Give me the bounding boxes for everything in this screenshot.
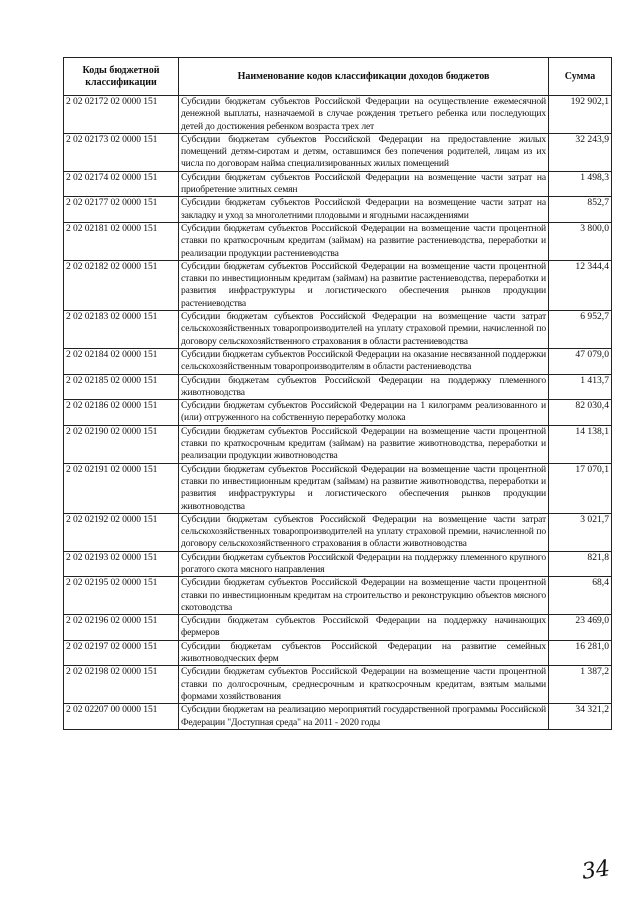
row-code: 2 02 02196 02 0000 151 — [64, 615, 179, 641]
row-name: Субсидии бюджетам субъектов Российской Федерации на возмещение части процентной ставки по краткосрочным кредитам (займам) на развитие животноводства, переработки и реализации продукции животноводства — [179, 425, 549, 463]
row-sum: 6 952,7 — [549, 311, 612, 349]
table-row — [64, 96, 612, 134]
table-row — [64, 311, 612, 349]
row-code: 2 02 02195 02 0000 151 — [64, 577, 179, 615]
table-row — [64, 513, 612, 551]
row-code: 2 02 02186 02 0000 151 — [64, 400, 179, 426]
row-code: 2 02 02198 02 0000 151 — [64, 666, 179, 704]
table-row — [64, 577, 612, 615]
row-name: Субсидии бюджетам субъектов Российской Федерации на возмещение части процентной ставки по инвестиционным кредитам на строительство и реконструкцию объектов мясного скотоводства — [179, 577, 549, 615]
row-sum: 192 902,1 — [549, 96, 612, 134]
row-code: 2 02 02181 02 0000 151 — [64, 222, 179, 260]
row-code: 2 02 02193 02 0000 151 — [64, 551, 179, 577]
row-sum: 68,4 — [549, 577, 612, 615]
row-sum: 14 138,1 — [549, 425, 612, 463]
table-row — [64, 222, 612, 260]
row-code: 2 02 02207 00 0000 151 — [64, 704, 179, 730]
row-name: Субсидии бюджетам субъектов Российской Федерации на возмещение части затрат на закладку и уход за многолетними плодовыми и ягодными насаждениями — [179, 197, 549, 223]
table-row — [64, 374, 612, 400]
row-name: Субсидии бюджетам субъектов Российской Федерации на возмещение части затрат сельскохозяйственных товаропроизводителей на уплату страховой премии, начисленной по договору сельскохозяйственного страхования в области растениеводства — [179, 311, 549, 349]
row-sum: 821,8 — [549, 551, 612, 577]
row-code: 2 02 02197 02 0000 151 — [64, 640, 179, 666]
row-name: Субсидии бюджетам субъектов Российской Федерации на возмещение части процентной ставки по долгосрочным, среднесрочным и краткосрочным кредитам, взятым малыми формами хозяйствования — [179, 666, 549, 704]
row-code: 2 02 02177 02 0000 151 — [64, 197, 179, 223]
row-name: Субсидии бюджетам субъектов Российской Федерации на 1 килограмм реализованного и (или) отгруженного на собственную переработку молока — [179, 400, 549, 426]
row-name: Субсидии бюджетам субъектов Российской Федерации на осуществление ежемесячной денежной выплаты, назначаемой в случае рождения третьего ребенка или последующих детей до достижения ребенком возраста трех лет — [179, 96, 549, 134]
row-name: Субсидии бюджетам субъектов Российской Федерации на поддержку начинающих фермеров — [179, 615, 549, 641]
row-name: Субсидии бюджетам субъектов Российской Федерации на возмещение части процентной ставки по инвестиционным кредитам (займам) на развитие животноводства, переработки и развития инфраструктуры и логистического обеспечения рынков продукции животноводства — [179, 463, 549, 513]
row-name: Субсидии бюджетам субъектов Российской Федерации на возмещение части процентной ставки по инвестиционным кредитам (займам) на развитие растениеводства, переработки и развития инфраструктуры и логистического обеспечения рынков продукции растениеводства — [179, 260, 549, 310]
row-sum: 32 243,9 — [549, 133, 612, 171]
table-row — [64, 197, 612, 223]
table-row — [64, 666, 612, 704]
row-name: Субсидии бюджетам субъектов Российской Федерации на возмещение части затрат на приобретение элитных семян — [179, 171, 549, 197]
row-sum: 3 021,7 — [549, 513, 612, 551]
row-name: Субсидии бюджетам субъектов Российской Федерации на поддержку племенного животноводства — [179, 374, 549, 400]
table-row — [64, 425, 612, 463]
row-name: Субсидии бюджетам субъектов Российской Федерации на предоставление жилых помещений детям-сиротам и детям, оставшимся без попечения родителей, лицам из их числа по договорам найма специализированных жилых помещений — [179, 133, 549, 171]
row-sum: 1 387,2 — [549, 666, 612, 704]
row-name: Субсидии бюджетам субъектов Российской Федерации на возмещение части процентной ставки по краткосрочным кредитам (займам) на развитие растениеводства, переработки и реализации продукции растениеводства — [179, 222, 549, 260]
table-row — [64, 551, 612, 577]
row-code: 2 02 02173 02 0000 151 — [64, 133, 179, 171]
table-row — [64, 463, 612, 513]
row-name: Субсидии бюджетам субъектов Российской Федерации на возмещение части затрат сельскохозяйственных товаропроизводителей на уплату страховой премии, начисленной по договору сельскохозяйственного страхования в области животноводства — [179, 513, 549, 551]
row-code: 2 02 02172 02 0000 151 — [64, 96, 179, 134]
row-sum: 1 498,3 — [549, 171, 612, 197]
row-code: 2 02 02184 02 0000 151 — [64, 348, 179, 374]
row-code: 2 02 02190 02 0000 151 — [64, 425, 179, 463]
row-code: 2 02 02183 02 0000 151 — [64, 311, 179, 349]
header-name: Наименование кодов классификации доходов бюджетов — [179, 58, 549, 96]
row-sum: 16 281,0 — [549, 640, 612, 666]
table-row — [64, 400, 612, 426]
table-row — [64, 133, 612, 171]
table-row — [64, 615, 612, 641]
table-body — [64, 96, 612, 730]
row-name: Субсидии бюджетам субъектов Российской Федерации на развитие семейных животноводческих ферм — [179, 640, 549, 666]
row-code: 2 02 02185 02 0000 151 — [64, 374, 179, 400]
row-code: 2 02 02192 02 0000 151 — [64, 513, 179, 551]
row-code: 2 02 02182 02 0000 151 — [64, 260, 179, 310]
table-row — [64, 348, 612, 374]
header-sum: Сумма — [549, 58, 612, 96]
row-sum: 12 344,4 — [549, 260, 612, 310]
row-code: 2 02 02191 02 0000 151 — [64, 463, 179, 513]
budget-revenue-table — [63, 57, 612, 730]
row-sum: 17 070,1 — [549, 463, 612, 513]
row-sum: 47 079,0 — [549, 348, 612, 374]
row-sum: 1 413,7 — [549, 374, 612, 400]
table-row — [64, 704, 612, 730]
header-code: Коды бюджетной классификации — [64, 58, 179, 96]
row-sum: 3 800,0 — [549, 222, 612, 260]
row-name: Субсидии бюджетам субъектов Российской Федерации на оказание несвязанной поддержки сельскохозяйственным товаропроизводителям в области растениеводства — [179, 348, 549, 374]
row-sum: 82 030,4 — [549, 400, 612, 426]
row-name: Субсидии бюджетам на реализацию мероприятий государственной программы Российской Федерации "Доступная среда" на 2011 - 2020 годы — [179, 704, 549, 730]
table-row — [64, 260, 612, 310]
row-code: 2 02 02174 02 0000 151 — [64, 171, 179, 197]
table-row — [64, 640, 612, 666]
table-row — [64, 171, 612, 197]
row-sum: 34 321,2 — [549, 704, 612, 730]
row-sum: 23 469,0 — [549, 615, 612, 641]
row-sum: 852,7 — [549, 197, 612, 223]
row-name: Субсидии бюджетам субъектов Российской Федерации на поддержку племенного крупного рогатого скота мясного направления — [179, 551, 549, 577]
table-header-row — [64, 58, 612, 96]
page-number: 34 — [580, 856, 612, 885]
